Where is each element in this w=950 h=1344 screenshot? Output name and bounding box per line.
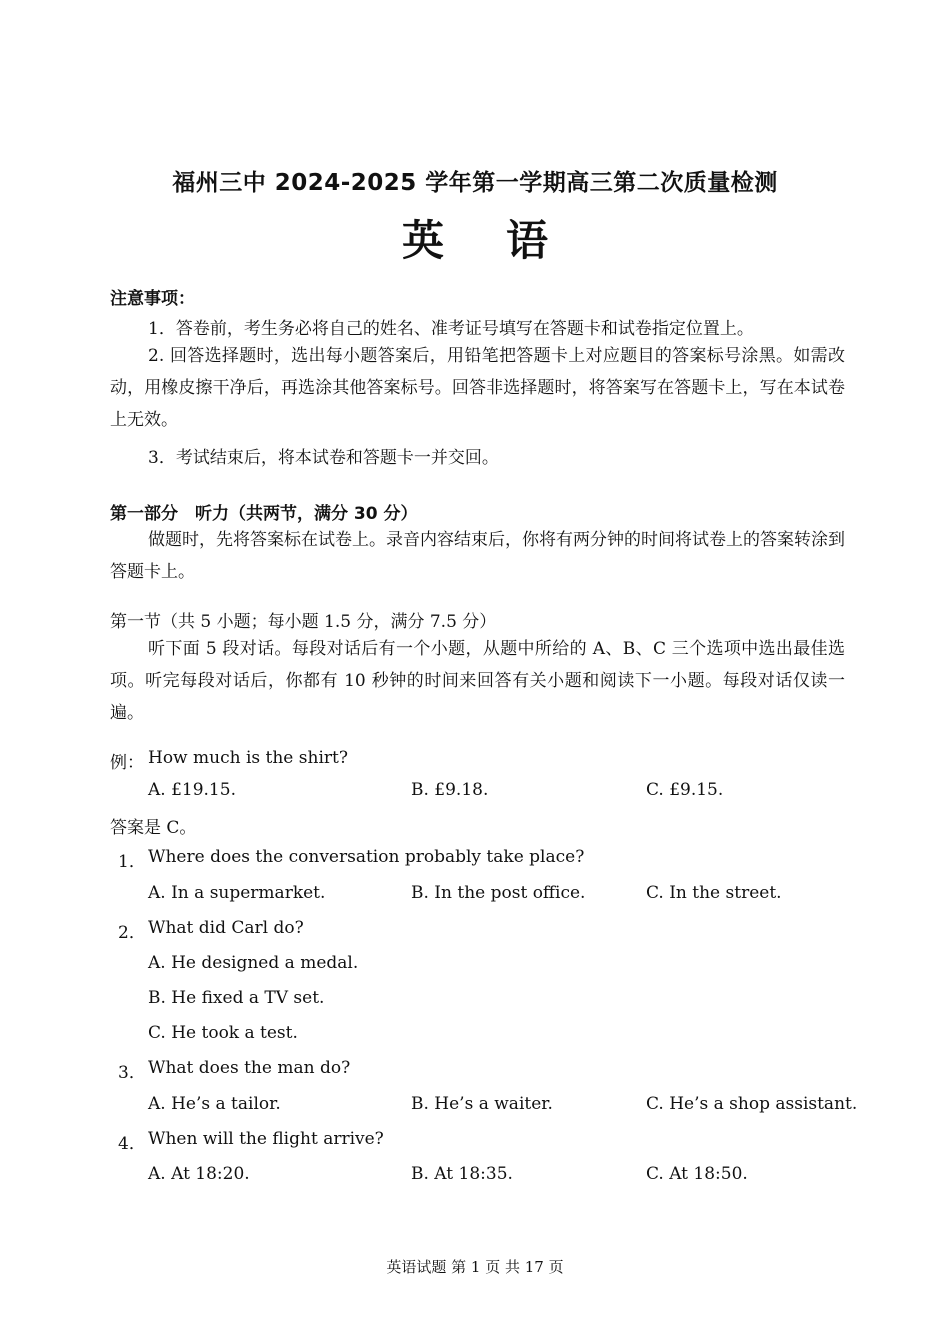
example-answer: 答案是 C。 — [110, 818, 197, 838]
question-4-option-b: B. At 18:35. — [411, 1164, 513, 1184]
example-option-a: A. £19.15. — [148, 780, 236, 800]
question-2-option-a: A. He designed a medal. — [148, 953, 359, 973]
question-2-option-b: B. He fixed a TV set. — [148, 988, 325, 1008]
question-1-option-b: B. In the post office. — [411, 883, 586, 903]
notice-item-1: 1．答卷前，考生务必将自己的姓名、准考证号填写在答题卡和试卷指定位置上。 — [148, 319, 754, 339]
part1-heading: 第一部分 听力（共两节，满分 30 分） — [110, 504, 418, 524]
question-4-option-c: C. At 18:50. — [646, 1164, 748, 1184]
question-3-option-c: C. He’s a shop assistant. — [646, 1094, 858, 1114]
example-prefix: 例： — [110, 753, 144, 773]
question-1-option-a: A. In a supermarket. — [148, 883, 326, 903]
notice-item-3: 3．考试结束后，将本试卷和答题卡一并交回。 — [148, 448, 499, 468]
section1-instruction: 听下面 5 段对话。每段对话后有一个小题，从题中所给的 A、B、C 三个选项中选出最佳选项。听完每段对话后，你都有 10 秒钟的时间来回答有关小题和阅读下一小题。每段对话仅读一遍。 — [110, 639, 845, 723]
question-1-option-c: C. In the street. — [646, 883, 782, 903]
question-1-text: Where does the conversation probably take place? — [148, 847, 585, 867]
section1-heading: 第一节（共 5 小题；每小题 1.5 分，满分 7.5 分） — [110, 612, 497, 632]
question-3-option-a: A. He’s a tailor. — [148, 1094, 281, 1114]
example-option-c: C. £9.15. — [646, 780, 724, 800]
question-4-option-a: A. At 18:20. — [148, 1164, 250, 1184]
question-4-text: When will the flight arrive? — [148, 1129, 384, 1149]
example-option-b: B. £9.18. — [411, 780, 489, 800]
question-2-text: What did Carl do? — [148, 918, 304, 938]
question-4-number: 4． — [118, 1134, 146, 1154]
question-1-number: 1． — [118, 852, 146, 872]
example-question: How much is the shirt? — [148, 748, 348, 768]
question-3-number: 3． — [118, 1063, 146, 1083]
question-3-text: What does the man do? — [148, 1058, 351, 1078]
question-2-option-c: C. He took a test. — [148, 1023, 298, 1043]
page-footer: 英语试题 第 1 页 共 17 页 — [386, 1258, 564, 1276]
subject-title: 英语 — [401, 216, 610, 265]
notice-heading: 注意事项： — [110, 289, 195, 309]
question-3-option-b: B. He’s a waiter. — [411, 1094, 553, 1114]
part1-instruction: 做题时，先将答案标在试卷上。录音内容结束后，你将有两分钟的时间将试卷上的答案转涂到答题卡上。 — [110, 530, 845, 582]
exam-title: 福州三中 2024-2025 学年第一学期高三第二次质量检测 — [172, 170, 778, 196]
question-2-number: 2． — [118, 923, 146, 943]
notice-item-2: 2. 回答选择题时，选出每小题答案后，用铅笔把答题卡上对应题目的答案标号涂黑。如需改动，用橡皮擦干净后，再选涂其他答案标号。回答非选择题时，将答案写在答题卡上，写在本试卷上无效。 — [110, 346, 845, 430]
